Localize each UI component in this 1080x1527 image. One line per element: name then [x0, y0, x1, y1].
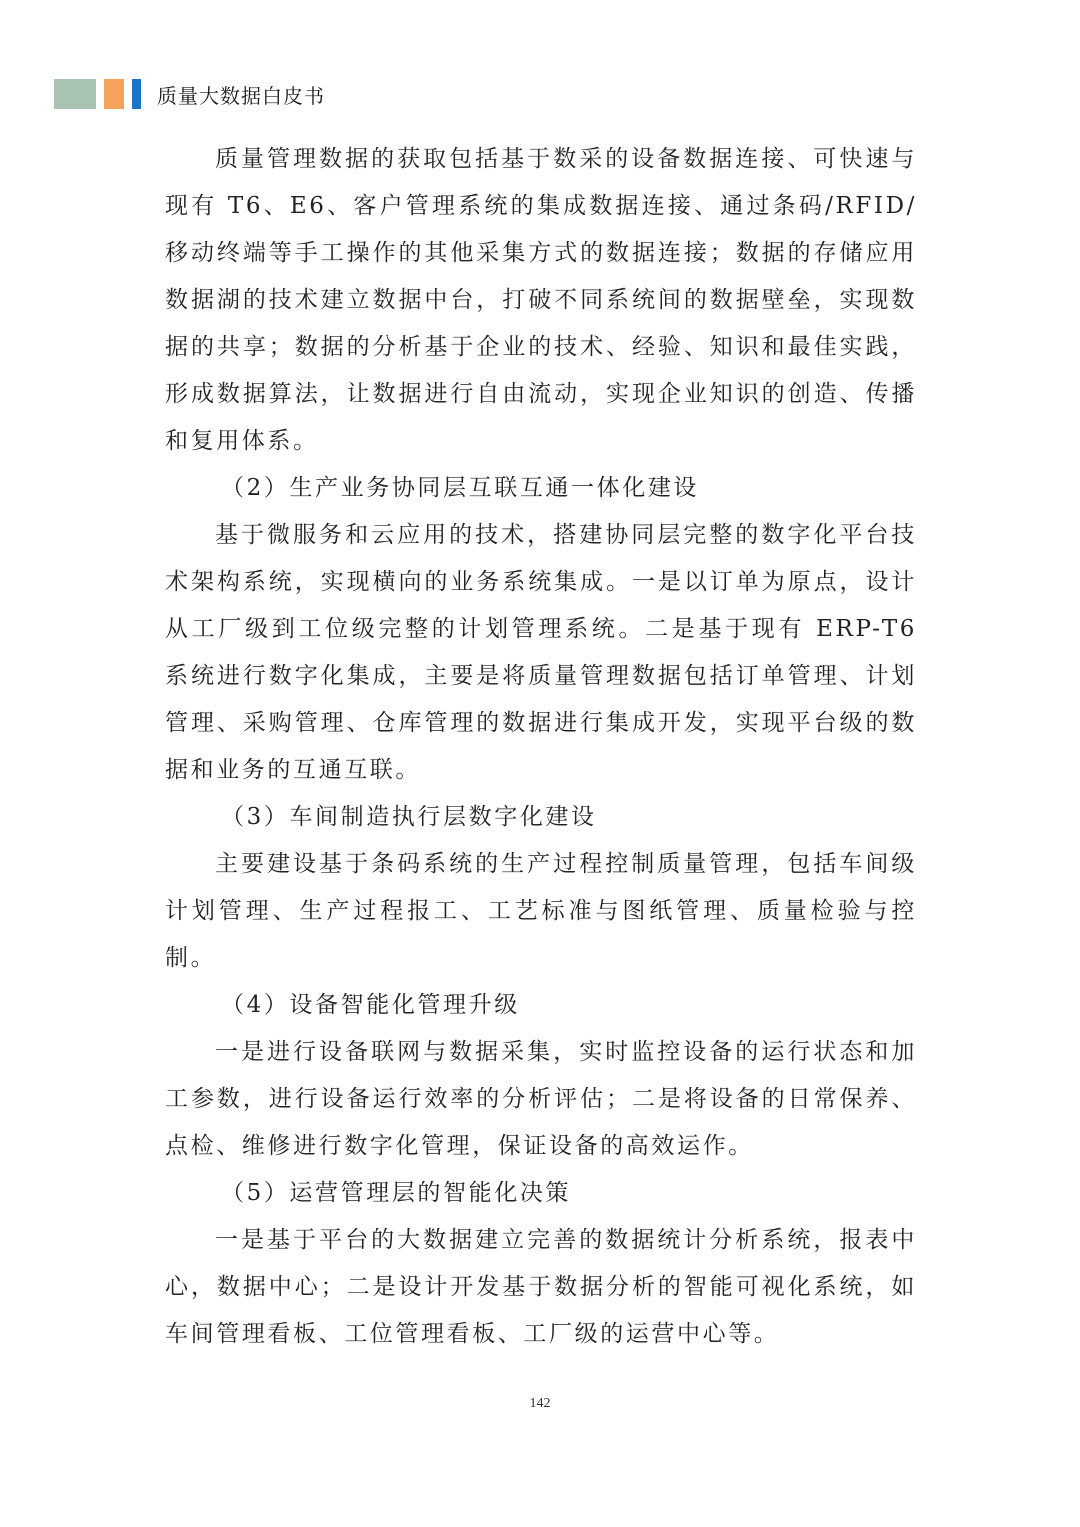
page-body — [165, 136, 917, 1358]
header-orange-bar — [104, 79, 124, 109]
paragraph-data-acquisition: 质量管理数据的获取包括基于数采的设备数据连接、可快速与现有 T6、E6、客户管理系统的集成数据连接、通过条码/RFID/移动终端等手工操作的其他采集方式的数据连接；数据的存储应用数据湖的技术建立数据中台，打破不同系统间的数据壁垒，实现数据的共享；数据的分析基于企业的技术、经验、知识和最佳实践，形成数据算法，让数据进行自由流动，实现企业知识的创造、传播和复用体系。 — [165, 146, 917, 454]
header-green-bar — [54, 79, 96, 109]
section-heading-5: （5）运营管理层的智能化决策 — [221, 1180, 572, 1206]
section-heading-3: （3）车间制造执行层数字化建设 — [221, 804, 597, 830]
header-blue-bar — [132, 79, 141, 109]
section-heading-4: （4）设备智能化管理升级 — [221, 992, 520, 1018]
paragraph-operations-decision: 一是基于平台的大数据建立完善的数据统计分析系统，报表中心，数据中心；二是设计开发基于数据分析的智能可视化系统，如车间管理看板、工位管理看板、工厂级的运营中心等。 — [165, 1227, 917, 1347]
section-heading-2: （2）生产业务协同层互联互通一体化建设 — [221, 475, 700, 501]
page-number: 142 — [529, 1396, 551, 1411]
paragraph-equipment-management: 一是进行设备联网与数据采集，实时监控设备的运行状态和加工参数，进行设备运行效率的分析评估；二是将设备的日常保养、点检、维修进行数字化管理，保证设备的高效运作。 — [165, 1039, 917, 1159]
paragraph-collaboration-layer: 基于微服务和云应用的技术，搭建协同层完整的数字化平台技术架构系统，实现横向的业务系统集成。一是以订单为原点，设计从工厂级到工位级完整的计划管理系统。二是基于现有 ERP-T6 系统进行数字化集成，主要是将质量管理数据包括订单管理、计划管理、采购管理、仓库管理的数据进行集成开发，实现平台级的数据和业务的互通互联。 — [165, 522, 917, 783]
page-header — [54, 78, 325, 110]
paragraph-workshop-execution: 主要建设基于条码系统的生产过程控制质量管理，包括车间级计划管理、生产过程报工、工艺标准与图纸管理、质量检验与控制。 — [165, 851, 917, 971]
header-title: 质量大数据白皮书 — [157, 83, 325, 108]
